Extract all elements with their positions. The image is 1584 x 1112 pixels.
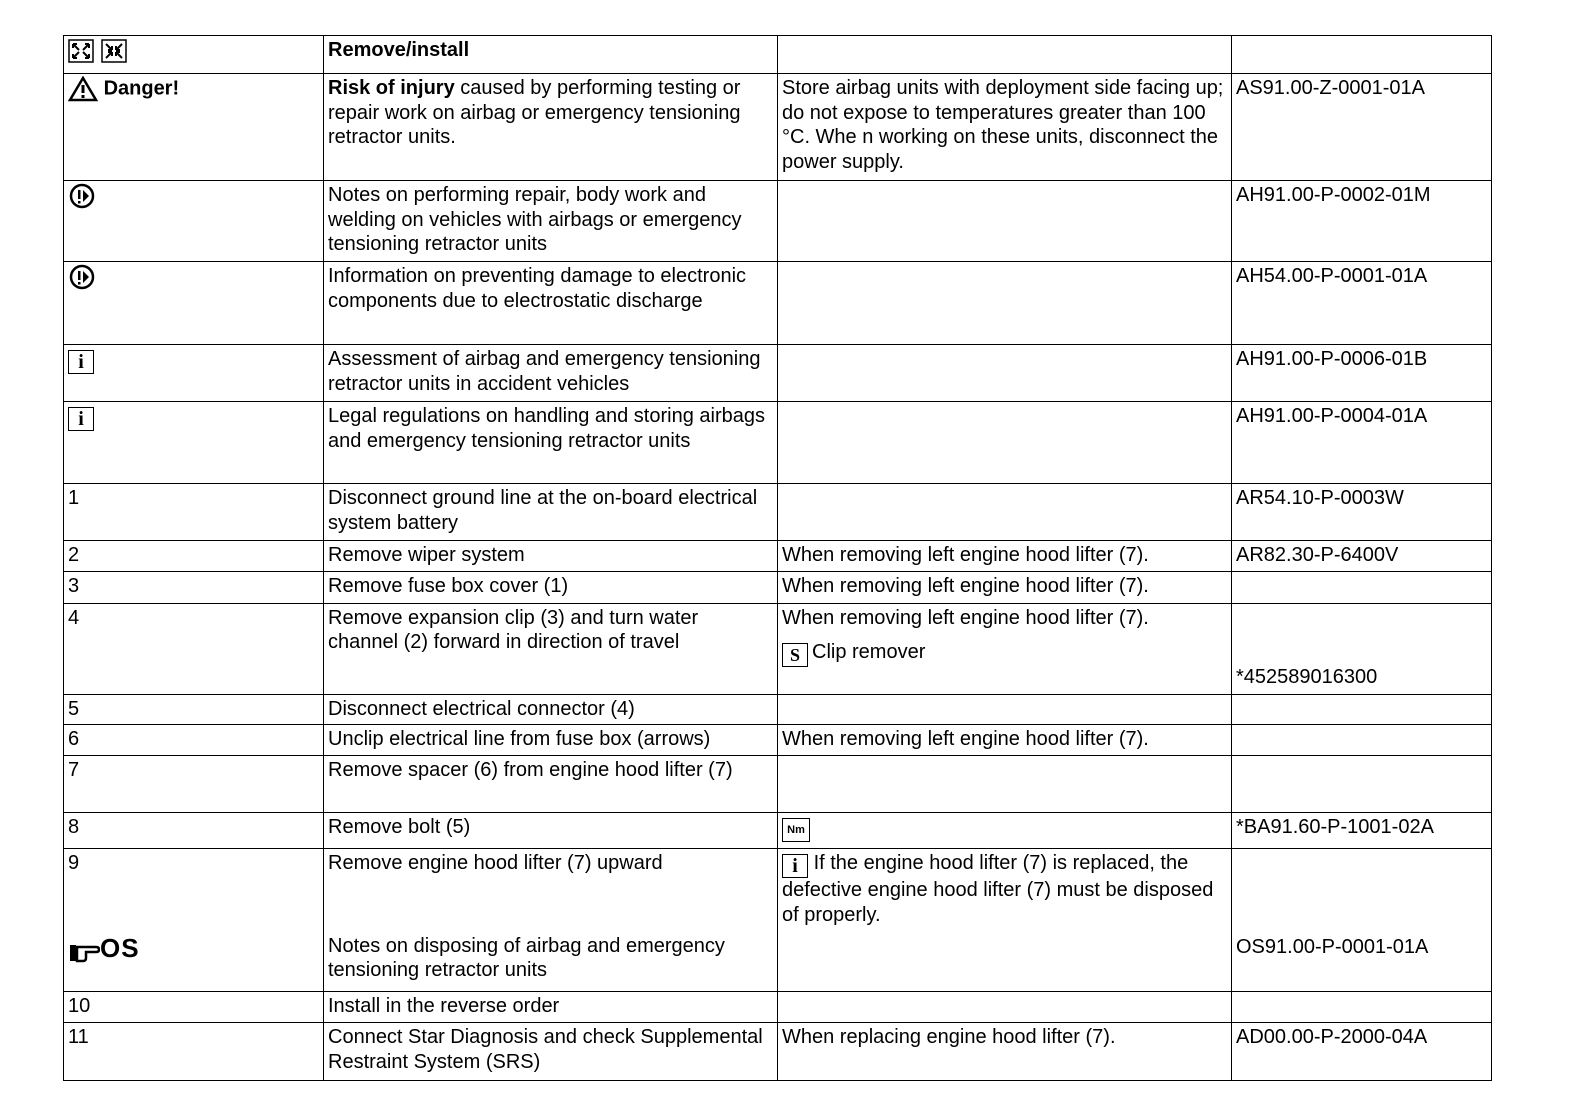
doc-ref: AH91.00-P-0006-01B — [1232, 345, 1492, 402]
table-row: 9 OS Remove engine hood lifter (7) upward Notes on disposing of airbag and emergency tensioning retractor units i If the engine hood lifter (7) is replaced, the defective engine hood lifter (7) must be disposed of properly. OS91.00-P-0001-01A — [64, 849, 1492, 992]
step-number: 11 — [64, 1023, 324, 1081]
tool-number: *452589016300 — [1236, 665, 1378, 688]
table-header-row — [64, 36, 1492, 74]
table-row: Danger! Risk of injury caused by performing testing or repair work on airbag or emergency tensioning retractor units. Store airbag units with deployment side facing up; do not expose to temperatures greater than 100 °C. Whe n working on these units, disconnect the power supply. AS91.00-Z-0001-01A — [64, 74, 1492, 181]
table-row: 7 Remove spacer (6) from engine hood lifter (7) — [64, 756, 1492, 813]
step-number: 6 — [64, 725, 324, 756]
doc-ref: *BA91.60-P-1001-02A — [1232, 813, 1492, 849]
doc-ref: AH54.00-P-0001-01A — [1232, 262, 1492, 345]
table-row: 8 Remove bolt (5) Nm *BA91.60-P-1001-02A — [64, 813, 1492, 849]
table-row: 6 Unclip electrical line from fuse box (arrows) When removing left engine hood lifter (7). — [64, 725, 1492, 756]
doc-ref: AH91.00-P-0004-01A — [1232, 402, 1492, 484]
table-row: 11 Connect Star Diagnosis and check Supplemental Restraint System (SRS) When replacing engine hood lifter (7). AD00.00-P-2000-04A — [64, 1023, 1492, 1081]
table-row: 10 Install in the reverse order — [64, 992, 1492, 1023]
doc-ref: OS91.00-P-0001-01A — [1236, 936, 1429, 958]
warning-triangle-icon — [68, 76, 98, 102]
step-number: 1 — [64, 484, 324, 541]
info-icon: i — [68, 407, 94, 431]
risk-label: Risk of injury — [328, 77, 455, 99]
step-number: 7 — [64, 756, 324, 813]
table-row: 1 Disconnect ground line at the on-board electrical system battery AR54.10-P-0003W — [64, 484, 1492, 541]
procedure-table — [63, 35, 1492, 1081]
step-number: 2 — [64, 541, 324, 572]
doc-ref: AR54.10-P-0003W — [1232, 484, 1492, 541]
pointing-hand-icon — [68, 939, 100, 963]
info-icon: i — [68, 350, 94, 374]
info-icon: i — [782, 854, 808, 878]
doc-ref: AS91.00-Z-0001-01A — [1232, 74, 1492, 181]
danger-label: Danger! — [103, 77, 180, 100]
tool-name: Clip remover — [812, 641, 926, 663]
special-tool-icon: S — [782, 643, 808, 667]
table-row: 2 Remove wiper system When removing left engine hood lifter (7). AR82.30-P-6400V — [64, 541, 1492, 572]
doc-ref: AH91.00-P-0002-01M — [1232, 181, 1492, 262]
notes-circle-icon — [68, 183, 96, 209]
torque-icon: Nm — [782, 818, 810, 842]
table-row: 5 Disconnect electrical connector (4) — [64, 694, 1492, 725]
notes-circle-icon — [68, 264, 96, 290]
table-row: Information on preventing damage to electronic components due to electrostatic discharge AH54.00-P-0001-01A — [64, 262, 1492, 345]
doc-ref: AR82.30-P-6400V — [1232, 541, 1492, 572]
step-number: 8 — [64, 813, 324, 849]
step-number: 10 — [64, 992, 324, 1023]
table-row: i Legal regulations on handling and storing airbags and emergency tensioning retractor units AH91.00-P-0004-01A — [64, 402, 1492, 484]
remove-install-icons — [68, 38, 132, 64]
table-row: i Assessment of airbag and emergency tensioning retractor units in accident vehicles AH91.00-P-0006-01B — [64, 345, 1492, 402]
step-number: 4 — [64, 603, 324, 694]
header-title: Remove/install — [324, 36, 778, 74]
table-row: Notes on performing repair, body work and welding on vehicles with airbags or emergency tensioning retractor units AH91.00-P-0002-01M — [64, 181, 1492, 262]
step-number: 3 — [64, 571, 324, 603]
table-row: 4 Remove expansion clip (3) and turn water channel (2) forward in direction of travel When removing left engine hood lifter (7). S Clip remover *452589016300 — [64, 603, 1492, 694]
header-icons-cell — [64, 36, 324, 74]
os-label: OS — [100, 932, 140, 963]
doc-ref: AD00.00-P-2000-04A — [1232, 1023, 1492, 1081]
step-number: 5 — [64, 694, 324, 725]
table-row: 3 Remove fuse box cover (1) When removing left engine hood lifter (7). — [64, 571, 1492, 603]
step-number: 9 — [68, 852, 80, 874]
